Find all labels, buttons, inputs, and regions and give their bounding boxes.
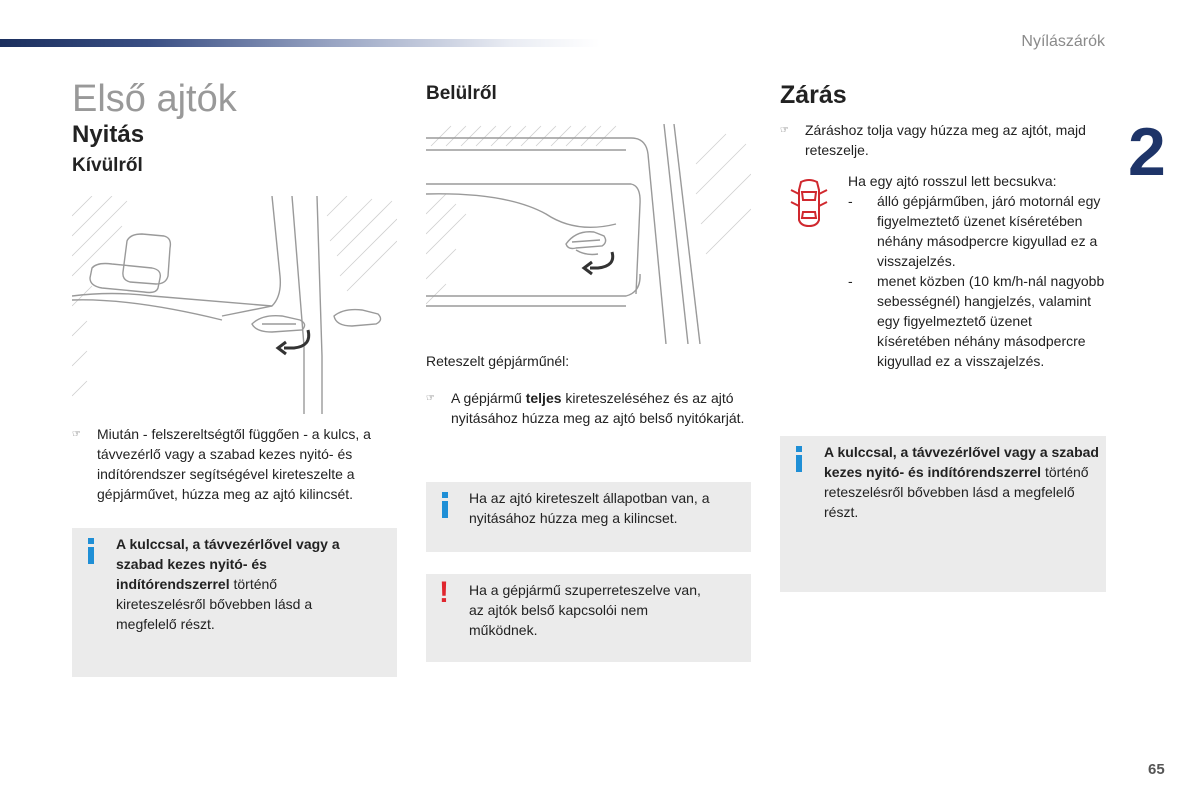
subsection-heading-inside: Belülről xyxy=(426,83,497,104)
note-text: Ha a gépjármű szuperreteszelve van, az ajtók belső kapcsolói nem működnek. xyxy=(469,582,701,638)
bullet-inside-opening xyxy=(426,388,751,428)
door-alert-item xyxy=(848,271,1108,371)
header-gradient-bar xyxy=(0,39,600,47)
page-number: 65 xyxy=(1148,761,1165,778)
note-rest-text: történő reteszelésről bővebben lásd a megfelelő részt. xyxy=(824,464,1089,520)
info-icon xyxy=(441,492,449,518)
info-icon xyxy=(795,446,803,472)
exterior-door-handle-illustration xyxy=(72,196,397,414)
pointing-hand-bullet-icon: ☞ xyxy=(426,393,435,404)
door-alert-item xyxy=(848,191,1108,271)
door-alert-item-text: álló gépjárműben, járó motornál egy figyelmeztető üzenet kíséretében néhány másodpercre kigyullad ez a visszajelzés. xyxy=(877,193,1101,269)
info-note-unlocked-door xyxy=(426,482,751,552)
locked-vehicle-intro: Reteszelt gépjárműnél: xyxy=(426,353,570,369)
bullet-text-bold: teljes xyxy=(525,390,562,406)
section-heading-closing: Zárás xyxy=(780,81,847,109)
note-text xyxy=(116,534,361,634)
door-alert-text xyxy=(848,171,1108,371)
door-open-warning-icon xyxy=(789,176,829,230)
interior-door-handle-illustration xyxy=(426,124,751,344)
bullet-text: Záráshoz tolja vagy húzza meg az ajtót, majd reteszelje. xyxy=(805,122,1086,158)
dash: - xyxy=(848,273,853,289)
page-title: Első ajtók xyxy=(72,78,237,120)
dash: - xyxy=(848,193,853,209)
bullet-closing xyxy=(780,120,1090,160)
bullet-text-a: A gépjármű xyxy=(451,390,526,406)
bullet-text xyxy=(451,388,751,428)
pointing-hand-bullet-icon: ☞ xyxy=(780,125,789,136)
door-alert-item-text: menet közben (10 km/h-nál nagyobb sebességnél) hangjelzés, valamint egy figyelmeztető üzenet kíséretében néhány másodpercre kigyullad ez a visszajelzés. xyxy=(877,273,1105,369)
note-rest-text: történő kireteszelésről bővebben lásd a megfelelő részt. xyxy=(116,576,313,632)
note-bold-text: A kulccsal, a távvezérlővel vagy a szabad kezes nyitó- és indítórendszerrel xyxy=(116,536,340,592)
pointing-hand-bullet-icon: ☞ xyxy=(72,429,81,440)
warning-note-superlock xyxy=(426,574,751,662)
info-icon xyxy=(87,538,95,564)
warning-icon: ! xyxy=(439,576,449,609)
info-note-locking xyxy=(780,436,1106,592)
section-heading-opening: Nyitás xyxy=(72,121,145,148)
note-text xyxy=(824,442,1100,522)
bullet-text: Miután - felszereltségtől függően - a kulcs, a távvezérlő vagy a szabad kezes nyitó- és indítórendszer segítségével kireteszelte a gépjárművet, húzza meg az ajtó kilincsét. xyxy=(97,426,371,502)
header-title: Nyílászárók xyxy=(1021,33,1105,50)
info-note-unlocking xyxy=(72,528,397,677)
subsection-heading-outside: Kívülről xyxy=(72,155,143,176)
bullet-outside-opening xyxy=(72,424,397,504)
bullet-text-b: kireteszeléséhez és az ajtó nyitásához húzza meg az ajtó belső nyitókarját. xyxy=(451,390,745,426)
chapter-number: 2 xyxy=(1128,114,1166,190)
note-bold-text: A kulccsal, a távvezérlővel vagy a szabad kezes nyitó- és indítórendszerrel xyxy=(824,444,1099,480)
door-alert-intro: Ha egy ajtó rosszul lett becsukva: xyxy=(848,173,1057,189)
note-text: Ha az ajtó kireteszelt állapotban van, a nyitásához húzza meg a kilincset. xyxy=(469,490,710,526)
